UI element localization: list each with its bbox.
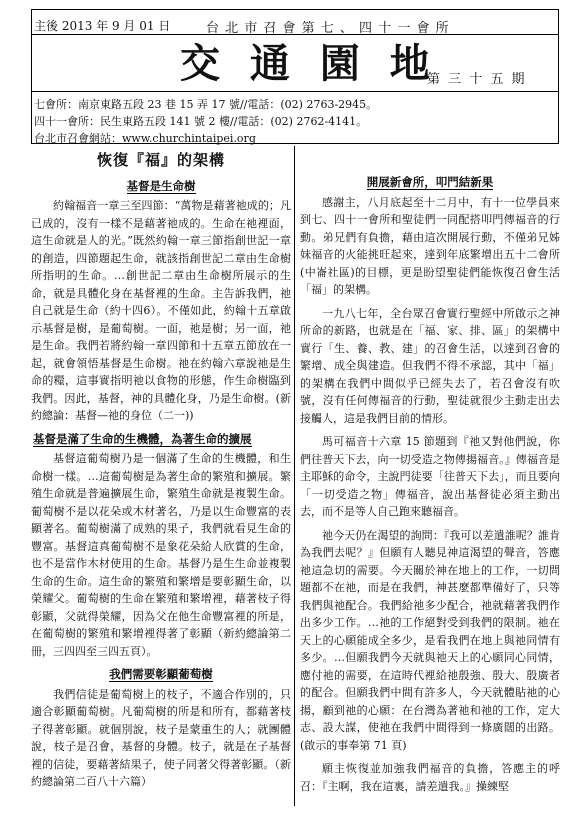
section-2-body: 基督這葡萄樹乃是一個滿了生命的生機體，和生命樹一樣。…這葡萄樹是為著生命的繁殖和擴展。繁殖生命就是普遍擴展生命，繁殖生命就是複製生命。葡萄樹不是以花朵或木材著名，乃是以生命豐富的表顯著名。葡萄樹滿了成熟的果子，我們就看見生命的豐富。基督這真葡萄樹不是象花朵給人欣賞的生命，也不是當作木材使用的生命。基督乃是生生命並複製生命的生命。這生命的繁殖和繁增是要彰顯生命，以榮耀父。葡萄樹的生命在繁殖和繁增裡，藉著枝子得彰顯，父就得榮耀，因為父在他生命豐富裡的所是，在葡萄樹的繁殖和繁增裡得著了彰顯（新約總論第二冊，三四四至三四五頁）。 xyxy=(31,452,291,658)
column-divider xyxy=(294,146,295,806)
header-rule-bottom xyxy=(31,91,559,92)
address-hall-41: 四十一會所：民生東路五段 141 號 2 樓//電話：(02) 2762-4141。 xyxy=(34,115,368,128)
church-name: 台 北 市 召 會 第 七 、 四 十 一 會 所 xyxy=(206,21,450,36)
section-heading-1-text: 基督是生命樹 xyxy=(126,178,196,193)
section-1-body: 約翰福音一章三至四節：“萬物是藉著祂成的；凡已成的，沒有一樣不是藉著祂成的。生命在祂裡面，這生命就是人的光。”既然約翰一章三節指創世記一章的創造，四節題起生命，就該指創世記二章由生命樹所指明的生命。…創世記二章由生命樹所展示的生命，就是具體化身在基督裡的生命。主告訴我們，祂自己就是生命（約十四6）。不僅如此，約翰十五章啟示基督是樹，是葡萄樹。一面，祂是樹；另一面，祂是生命。我們若將約翰一章四節和十五章五節放在一起，就會領悟基督是生命樹。祂在約翰六章說祂是生命的糧，這事實指明祂以食物的形態，作生命樹臨到我們。因此，基督，神的具體化身，乃是生命樹。(新約總論：基督—祂的身位（二一)) xyxy=(31,199,291,422)
section-heading-2-text: 基督是滿了生命的生機體，為著生命的擴展 xyxy=(33,431,252,446)
section-4-paragraph-1: 感謝主，八月底起至十二月中，有十一位學員來到七、四十一會所和聖徒們一同配搭叩門傳福音的行動。弟兄們有負擔，藉由這次開展行動，不僅弟兄姊妹福音的火能挑旺起來，達到年底繁增出五十二會所(中崙社區)的目標，更是盼望聖徒們能恢復召會生活「福」的架構。 xyxy=(300,195,560,296)
article-title: 恢復『福』的架構 xyxy=(96,151,225,169)
section-4-paragraph-4: 祂今天仍在渴望的詢問：『我可以差遣誰呢？誰肯為我們去呢？』但願有人聽見神這渴望的聲音，答應祂這急切的需要。今天關於神在地上的工作，一切問題都不在祂，而是在我們，神甚麼都準備好了，只等我們與祂配合。我們給祂多少配合，祂就藉著我們作出多少工作。…祂的工作絕對受到我們的限制。祂在天上的心願能成全多少，是看我們在地上與祂同情有多少。…但願我們今天就與祂天上的心願同心同情，應付祂的需要，在這時代裡給祂殷強、殷大、殷廣者的配合。但願我們中間有許多人，今天就體貼祂的心揚，顧到祂的心願：在台灣為著祂和祂的工作，定大志、設大謀，使祂在我們中間得到一條廣闊的出路。(啟示的事奉第 71 頁) xyxy=(300,528,560,752)
issue-date: 主後 2013 年 9 月 01 日 xyxy=(34,19,171,33)
section-4-paragraph-5: 願主恢復並加強我們福音的負擔，答應主的呼召：『主啊，我在這裏，請差遣我。』操練堅 xyxy=(300,762,560,793)
left-column xyxy=(31,150,291,791)
section-heading-3-text: 我們需要彰顯葡萄樹 xyxy=(109,667,213,681)
section-4-paragraph-3: 馬可福音十六章 15 節題到『祂又對他們說，你們往普天下去，向一切受造之物傳揚福音。』傳福音是主耶穌的命令，主說門徒要「往普天下去」，而且要向「一切受造之物」傳福音，說出基督徒必須主動出去，而不是等人自己跑來聽福音。 xyxy=(300,435,560,518)
section-4-paragraph-2: 一九八七年，全台眾召會實行聖經中所啟示之神所命的新路，也就是在「福、家、排、區」的架構中實行「生、養、教、建」的召會生活，以達到召會的繁增、成全與建造。但我們不得不承認，其中「福」的架構在我們中間似乎已經失去了，若召會沒有吹號，沒有任何傳福音的行動，聖徒就很少主動走出去接觸人，這是我們目前的情形。 xyxy=(300,306,560,425)
newsletter-title: 交 通 園 地 xyxy=(180,40,438,87)
section-heading-1 xyxy=(31,178,291,196)
section-heading-3 xyxy=(31,666,291,684)
header-rule-top xyxy=(31,34,559,35)
website-line[interactable]: 台北市召會網站：www.churchintaipei.org xyxy=(34,132,256,145)
section-heading-4-text: 開展新會所，叩門結新果 xyxy=(366,175,494,189)
issue-number: 第 三 十 五 期 xyxy=(427,72,527,87)
right-column xyxy=(300,168,560,795)
section-heading-2 xyxy=(31,431,291,449)
address-hall-7: 七會所：南京東路五段 23 巷 15 弄 17 號//電話：(02) 2763-2945。 xyxy=(34,98,378,111)
section-heading-4 xyxy=(300,174,560,192)
section-3-body: 我們信徒是葡萄樹上的枝子，不適合作別的，只適合彰顯葡萄樹。凡葡萄樹的所是和所有，都藉著枝子得著彰顯。就個別說，枝子是蒙重生的人；就團體說，枝子是召會，基督的身體。枝子，就是在子基督裡的信徒，要藉著結果子，使子同著父得著彰顯。（新約總論第二百八十六篇） xyxy=(31,687,291,788)
